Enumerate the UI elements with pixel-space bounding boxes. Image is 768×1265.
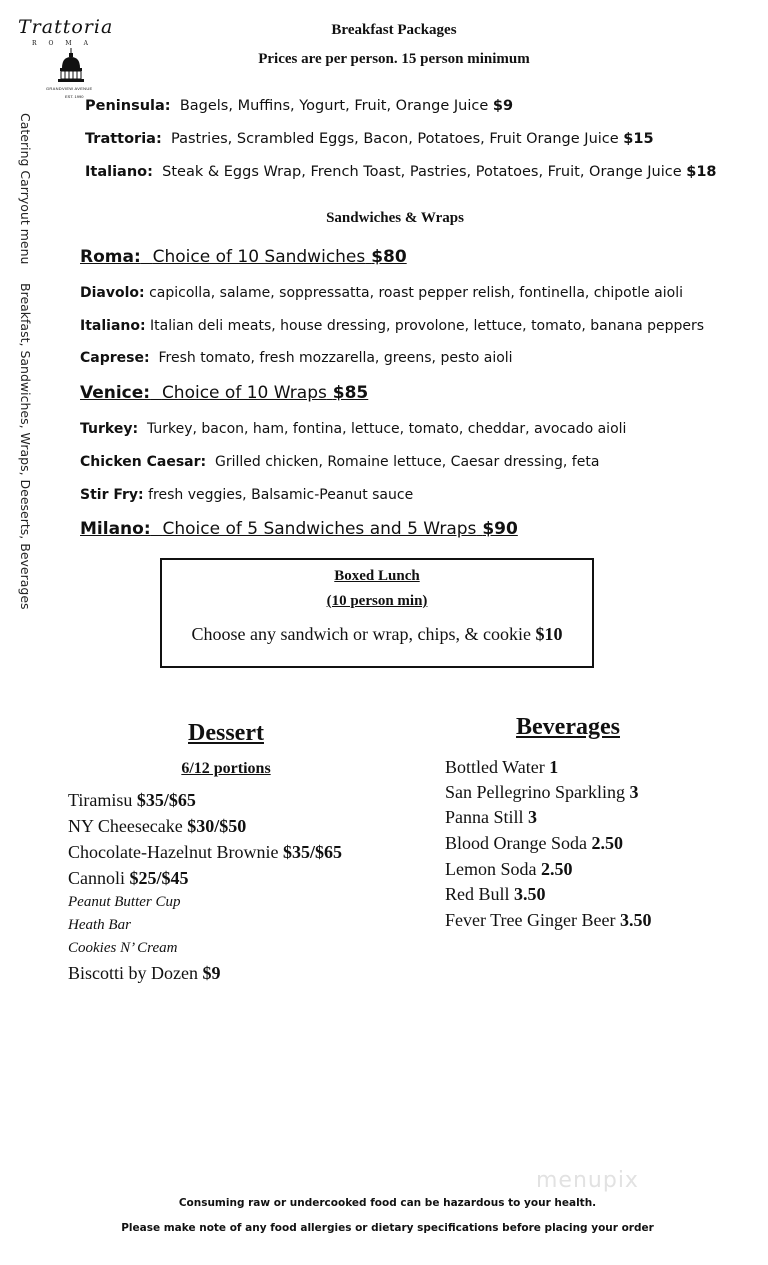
sandwich-item: Diavolo: capicolla, salame, soppressatta, roast pepper relish, fontinella, chipotle aioli [80, 285, 683, 301]
breakfast-item [85, 131, 654, 147]
footer-allergy-note: Please make note of any food allergies or dietary specifications before placing your order [121, 1222, 654, 1234]
watermark: menupix [536, 1168, 639, 1193]
wrap-item: Chicken Caesar: Grilled chicken, Romaine lettuce, Caesar dressing, feta [80, 454, 600, 470]
item-name: Trattoria: [85, 131, 162, 147]
footer-warning: Consuming raw or undercooked food can be hazardous to your health. [178, 1197, 597, 1209]
dessert-item: Cannoli $25/$45 [68, 868, 189, 888]
dessert-title: Dessert [188, 720, 264, 746]
dessert-item: Chocolate-Hazelnut Brownie $35/$65 [68, 842, 342, 862]
boxed-lunch-desc: Choose any sandwich or wrap, chips, & cookie $10 [191, 624, 563, 644]
item-desc: Pastries, Scrambled Eggs, Bacon, Potatoes, Fruit Orange Juice [170, 131, 619, 147]
dessert-subtitle: 6/12 portions [181, 760, 271, 777]
logo-established: EST. 1990 [65, 94, 84, 99]
item-price: $15 [623, 131, 654, 147]
package-venice [80, 383, 368, 403]
breakfast-item [85, 98, 513, 114]
package-name: Roma: Choice of 10 Sandwiches $80 [80, 247, 407, 267]
breakfast-title: Breakfast Packages [331, 22, 457, 38]
package-name: Venice: Choice of 10 Wraps $85 [80, 383, 369, 403]
beverage-item: Blood Orange Soda 2.50 [445, 833, 623, 853]
dessert-item: Biscotti by Dozen $9 [68, 963, 221, 983]
beverage-item: Fever Tree Ginger Beer 3.50 [445, 910, 652, 930]
beverage-item: Bottled Water 1 [445, 757, 559, 777]
boxed-lunch-minimum: (10 person min) [326, 593, 428, 609]
breakfast-item [85, 164, 717, 180]
item-price: $18 [686, 164, 717, 180]
beverages-title: Beverages [516, 714, 620, 740]
logo-address: GRANDVIEW AVENUE [46, 86, 93, 91]
cannoli-flavor: Heath Bar [68, 917, 131, 933]
beverage-item: San Pellegrino Sparkling 3 [445, 782, 639, 802]
beverage-item: Lemon Soda 2.50 [445, 859, 573, 879]
beverage-item: Panna Still 3 [445, 807, 538, 827]
logo-subtitle: ROMA [32, 40, 100, 47]
logo-name: Trattoria [18, 16, 114, 38]
package-milano [80, 519, 518, 539]
item-desc: Bagels, Muffins, Yogurt, Fruit, Orange Juice [179, 98, 489, 114]
wrap-item: Turkey: Turkey, bacon, ham, fontina, lettuce, tomato, cheddar, avocado aioli [80, 421, 627, 437]
package-name: Milano: Choice of 5 Sandwiches and 5 Wraps $90 [80, 519, 518, 539]
package-roma [80, 247, 407, 267]
wrap-item: Stir Fry: fresh veggies, Balsamic-Peanut sauce [80, 487, 414, 503]
side-label-sections: Breakfast, Sandwiches, Wraps, Deeserts, Beverages [18, 283, 33, 610]
item-price: $9 [492, 98, 514, 114]
cannoli-flavor: Cookies N’ Cream [68, 940, 178, 956]
breakfast-subtitle: Prices are per person. 15 person minimum [258, 51, 530, 67]
beverage-item: Red Bull 3.50 [445, 884, 546, 904]
sandwich-item: Italiano: Italian deli meats, house dressing, provolone, lettuce, tomato, banana peppers [80, 318, 705, 334]
sandwiches-title: Sandwiches & Wraps [326, 210, 464, 226]
boxed-lunch-box [160, 558, 594, 668]
dessert-item: Tiramisu $35/$65 [68, 790, 196, 810]
boxed-lunch-title: Boxed Lunch [334, 568, 420, 584]
item-name: Peninsula: [85, 98, 171, 114]
sandwich-item: Caprese: Fresh tomato, fresh mozzarella, greens, pesto aioli [80, 350, 513, 366]
dessert-item: NY Cheesecake $30/$50 [68, 816, 247, 836]
side-label-menu: Catering Carryout menu [18, 113, 33, 265]
item-desc: Steak & Eggs Wrap, French Toast, Pastries, Potatoes, Fruit, Orange Juice [162, 164, 682, 180]
item-name: Italiano: [85, 164, 153, 180]
cannoli-flavor: Peanut Butter Cup [68, 894, 181, 910]
